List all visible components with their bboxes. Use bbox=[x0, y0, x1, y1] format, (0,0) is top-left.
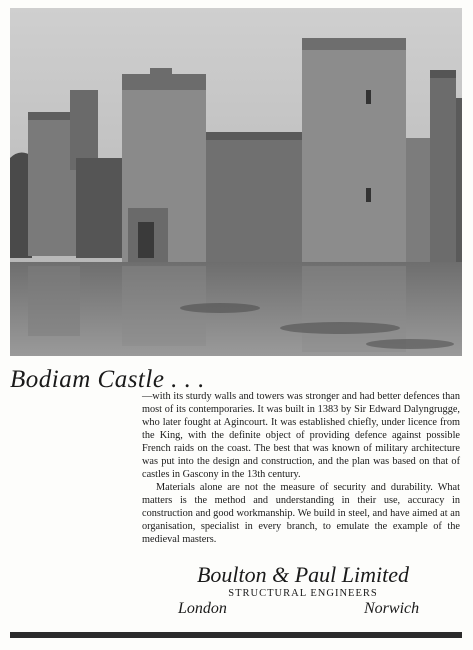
company-name: Boulton & Paul Limited bbox=[196, 562, 410, 587]
headline: Bodiam Castle . . . bbox=[10, 366, 205, 393]
city-norwich: Norwich bbox=[364, 600, 420, 617]
body-copy bbox=[142, 390, 460, 546]
body-paragraph-2: Materials alone are not the measure of security and durability. What matters is the method and understanding in their use, accuracy in construction and good workmanship. We build in steel, and have aimed at an organisation, specialist in every branch, to emulate the example of the medieval masters. bbox=[142, 482, 460, 545]
body-paragraph-1: —with its sturdy walls and towers was stronger and had better defences than most of its contemporaries. It was built in 1383 by Sir Edward Dalyngrugge, who later fought at Agincourt. It was established chiefly, under licence from the King, with the definite object of providing defence against possible French raids on the coast. The best that was known of military architecture was put into the design and construction, and the plan was based on that of castles in Gascony in the 13th century. bbox=[142, 391, 460, 480]
company-subtitle: STRUCTURAL ENGINEERS bbox=[228, 588, 378, 599]
castle-photo bbox=[10, 8, 462, 356]
city-london: London bbox=[178, 600, 227, 617]
bottom-rule bbox=[10, 632, 462, 638]
